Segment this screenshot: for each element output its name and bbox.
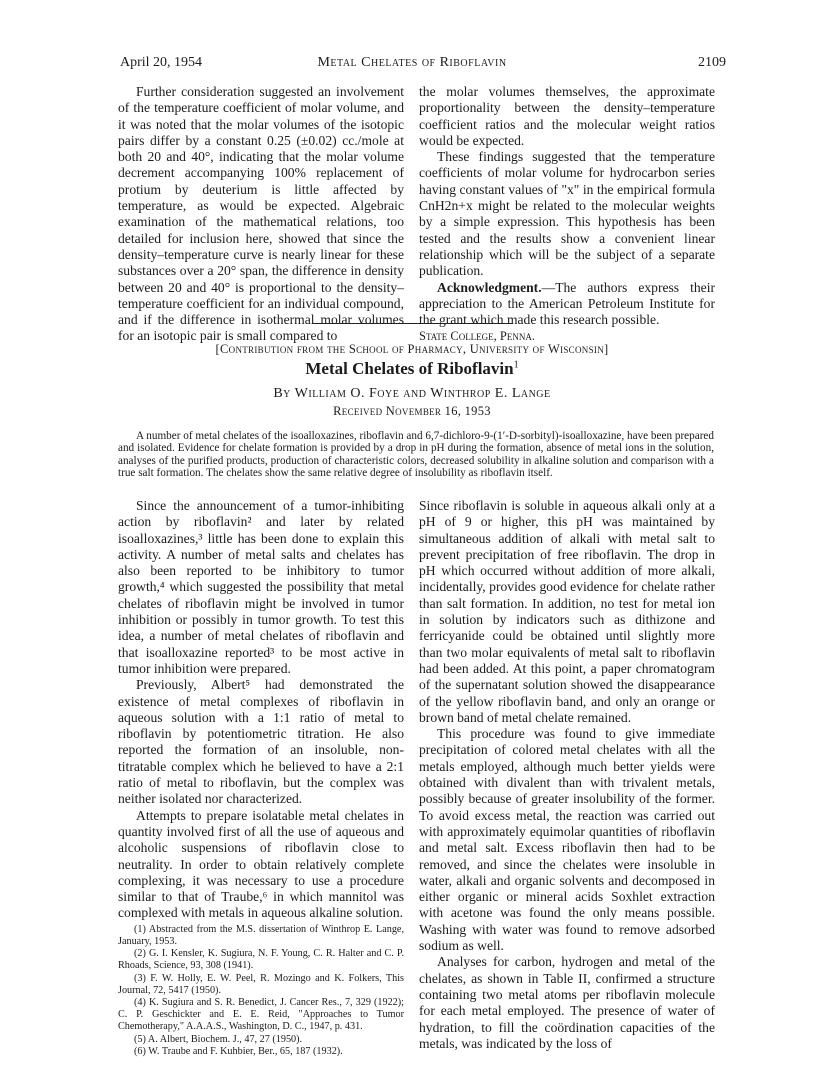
author-location: State College, Penna. xyxy=(419,329,536,344)
previous-article-right-column xyxy=(419,84,715,345)
contribution-line: [Contribution from the School of Pharmacy, University of Wisconsin] xyxy=(215,342,609,356)
paragraph: These findings suggested that the temperature coefficients of molar volume for hydrocarbon series having constant values of "x" in the empirical formula CnH2n+x might be related to the molecular weights by a simple expression. This hypothesis has been tested and the results show a convenient linear relationship which will be the subject of a separate publication. xyxy=(419,149,715,279)
footnotes xyxy=(118,924,404,1058)
paragraph: Previously, Albert⁵ had demonstrated the existence of metal complexes of riboflavin in aqueous solution with a 1:1 ratio of metal to riboflavin by potentiometric titration. He also reported the formation of an insoluble, non-titratable complex which he believed to have a 2:1 ratio of metal to riboflavin, but the complex was neither isolated nor characterized. xyxy=(118,677,404,807)
footnote: (1) Abstracted from the M.S. dissertation of Winthrop E. Lange, January, 1953. xyxy=(118,923,404,947)
acknowledgment-heading: Acknowledgment. xyxy=(437,279,542,295)
previous-article-left-column xyxy=(118,84,404,345)
paragraph: the molar volumes themselves, the approximate proportionality between the density–temperature coefficient ratios and the molecular weight ratios would be expected. xyxy=(419,84,715,148)
received-date: Received November 16, 1953 xyxy=(333,404,491,418)
footnote: (4) K. Sugiura and S. R. Benedict, J. Cancer Res., 7, 329 (1922); C. P. Geschickter and E. E. Reid, "Approaches to Tumor Chemotherapy," A.A.A.S., Washington, D. C., 1947, p. 431. xyxy=(118,996,404,1033)
acknowledgment-text: —The authors express their appreciation to the American Petroleum Institute for the grant which made this research possible. xyxy=(419,279,715,328)
header-running-title: Metal Chelates of Riboflavin xyxy=(317,55,507,70)
footnote: (5) A. Albert, Biochem. J., 47, 27 (1950). xyxy=(134,1033,303,1045)
paragraph: Further consideration suggested an involvement of the temperature coefficient of molar volume, and it was noted that the molar volumes of the isotopic pairs differ by a constant 0.25 (±0.02) cc./mole at both 20 and 40°, indicating that the molar volume decrement accompanying 100% replacement of protium by deuterium is little affected by temperature, as would be expected. Algebraic examination of the mathematical relations, too detailed for inclusion here, showed that since the density–temperature curve is nearly linear for these substances over a 20° span, the difference in density between 20 and 40° is proportional to the density–temperature coefficient for an individual compound, and if the difference in isothermal molar volumes for an isotopic pair is small compared to xyxy=(118,84,404,344)
footnote: (3) F. W. Holly, E. W. Peel, R. Mozingo and K. Folkers, This Journal, 72, 5417 (1950). xyxy=(118,972,404,996)
article-title xyxy=(0,359,824,379)
paragraph: Attempts to prepare isolatable metal chelates in quantity involved first of all the use of aqueous and alcoholic suspensions of riboflavin close to neutrality. In order to obtain relatively complete complexing, it was necessary to use a procedure similar to that of Traube,⁶ in which mannitol was complexed with metals in aqueous alkaline solution. xyxy=(118,807,404,921)
footnote: (2) G. I. Kensler, K. Sugiura, N. F. Young, C. R. Halter and C. P. Rhoads, Science, 93, 308 (1941). xyxy=(118,948,404,972)
article-title-text: Metal Chelates of Riboflavin xyxy=(305,359,514,378)
header-page-number: 2109 xyxy=(698,55,726,70)
footnote: (6) W. Traube and F. Kuhbier, Ber., 65, 187 (1932). xyxy=(134,1045,343,1057)
article-right-column xyxy=(419,498,715,1052)
paragraph: This procedure was found to give immediate precipitation of colored metal chelates with all the metals employed, although much better yields were obtained with divalent than with trivalent metals, possibly because of greater insolubility of the former. To avoid excess metal, the reaction was carried out with approximately equimolar quantities of riboflavin and metal salt. Excess riboflavin then had to be removed, and since the chelates were insoluble in water, alkali and organic solvents and decomposed in either organic or mineral acids Soxhlet extraction with acetone was found the only means possible. Washing with water was found to remove adsorbed sodium as well. xyxy=(419,726,715,954)
paragraph: Analyses for carbon, hydrogen and metal of the chelates, as shown in Table II, confirmed a structure containing two metal atoms per riboflavin molecule for each metal employed. The presence of water of hydration, to fill the coördination capacities of the metals, was indicated by the loss of xyxy=(419,954,715,1051)
article-byline: By William O. Foye and Winthrop E. Lange xyxy=(273,386,551,401)
article-abstract xyxy=(118,430,714,479)
acknowledgment xyxy=(419,280,715,329)
paragraph: Since riboflavin is soluble in aqueous alkali only at a pH of 9 or higher, this pH was maintained by simultaneous addition of alkali with metal salt to prevent precipitation of free riboflavin. The drop in pH which occurred without addition of more alkali, incidentally, provides good evidence for chelate rather than salt formation. In addition, no test for metal ion in solution by indicators such as dithizone and ferricyanide could be obtained until slightly more than two molar equivalents of metal salt to riboflavin had been added. At this point, a paper chromatogram of the supernatant solution showed the disappearance of the yellow riboflavin band, and only an orange or brown band of metal chelate remained. xyxy=(419,498,715,725)
title-footnote-mark: 1 xyxy=(513,359,519,371)
section-divider xyxy=(312,323,512,324)
article-left-column xyxy=(118,498,404,1058)
paragraph: Since the announcement of a tumor-inhibiting action by riboflavin² and later by related isoalloxazines,³ little has been done to explain this activity. A number of metal salts and chelates has also been reported to be inhibitory to tumor growth,⁴ which suggested the possibility that metal chelates of riboflavin might be involved in tumor inhibition or possibly in tumor growth. To test this idea, a number of metal chelates of riboflavin and that isoalloxazine reported³ to be most active in tumor inhibition were prepared. xyxy=(118,498,404,676)
abstract-text: A number of metal chelates of the isoalloxazines, riboflavin and 6,7-dichloro-9-(1′-D-sorbityl)-isoalloxazine, have been prepared and isolated. Evidence for chelate formation is provided by a drop in pH during the formation, absence of metal ions in the solution, analyses of the purified products, production of characteristic colors, decreased solubility in alkaline solution and comparison with a true salt formation. The chelates show the same relative degree of insolubility as riboflavin itself. xyxy=(118,430,714,479)
header-date: April 20, 1954 xyxy=(120,55,203,70)
